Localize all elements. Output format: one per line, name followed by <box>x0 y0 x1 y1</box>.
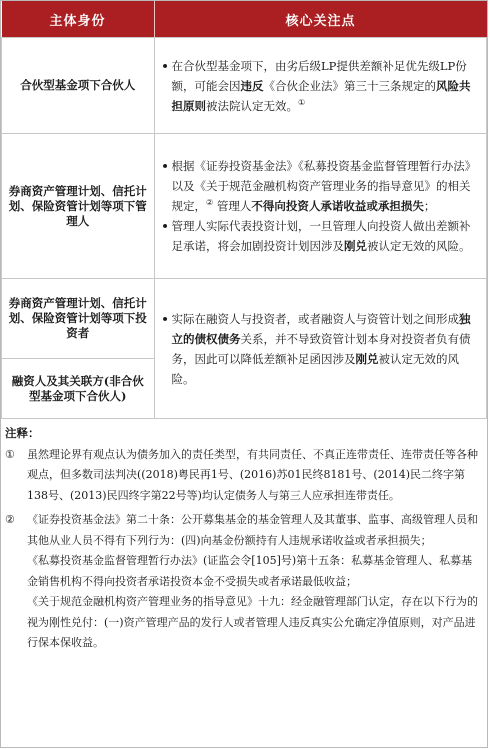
focus-cell <box>154 38 487 134</box>
text-run: 被认定无效的风险。 <box>367 239 471 253</box>
table-row <box>2 279 487 359</box>
note-text: 虽然理论界有观点认为债务加入的责任类型，有共同责任、不真正连带责任、连带责任等各种观点，但多数司法判决((2018)粤民再1号、(2016)苏01民终8181号、(2014)民二终字第138号、(2013)民四终字第22号等)均认定债务人与第三人应承担连带责任。 <box>27 447 478 502</box>
bold-text: 刚兑 <box>355 351 379 366</box>
table-header-row <box>2 1 487 38</box>
header-focus: 核心关注点 <box>154 1 487 38</box>
text-run: 管理人实际代表投资计划，一旦管理人向投资人做出差额补足承诺，将会加剧投资计划因涉及 <box>171 219 471 253</box>
bold-text: 风险共担原则 <box>171 78 471 113</box>
focus-bullet <box>159 156 481 216</box>
focus-bullet <box>159 216 481 256</box>
bold-text: 刚兑 <box>344 239 367 253</box>
comparison-table <box>1 1 487 419</box>
bold-text: 不得向投资人承诺收益或承担损失 <box>251 199 424 213</box>
focus-text <box>172 156 481 216</box>
bullet-icon: • <box>161 58 169 73</box>
text-run: 在合伙型基金项下，由劣后级LP提供差额补足优先级LP份额，可能会因 <box>171 58 467 93</box>
note-item <box>5 510 483 551</box>
text-run: 被法院认定无效。 <box>206 98 298 113</box>
focus-text <box>172 309 481 389</box>
focus-bullet <box>159 56 481 116</box>
text-run: 实际在融资人与投资者，或者融资人与资管计划之间形成 <box>171 311 459 326</box>
note-number: ② <box>5 513 15 526</box>
note-paragraph: 《关于规范金融机构资产管理业务的指导意见》十九：经金融管理部门认定，存在以下行为的视为刚性兑付：(一)资产管理产品的发行人或者管理人违反真实公允确定净值原则，对产品进行保本保收益。 <box>27 595 478 649</box>
focus-text <box>172 56 481 116</box>
subject-cell: 融资人及其关联方(非合伙型基金项下合伙人) <box>2 359 155 419</box>
table-row <box>2 134 487 279</box>
notes-section <box>1 419 487 654</box>
text-run: ； <box>423 199 436 213</box>
bullet-icon: • <box>161 311 169 326</box>
footnote-ref: ① <box>298 97 306 107</box>
table-row <box>2 38 487 134</box>
bullet-icon: • <box>161 159 169 173</box>
subject-cell: 券商资产管理计划、信托计划、保险资管计划等项下投资者 <box>2 279 155 359</box>
note-text: 《证券投资基金法》第二十条：公开募集基金的基金管理人及其董事、监事、高级管理人员和其他从业人员不得有下列行为：(四)向基金份额持有人违规承诺收益或者承担损失； <box>27 513 478 547</box>
focus-cell <box>154 279 487 419</box>
header-subject: 主体身份 <box>2 1 155 38</box>
text-run: 被认定无效的风险。 <box>171 351 459 386</box>
bold-text: 违反 <box>240 78 264 93</box>
bullet-icon: • <box>161 219 169 233</box>
text-run: 《合伙企业法》第三十三条规定的 <box>263 78 436 93</box>
notes-title: 注释： <box>5 426 40 440</box>
text-run: 管理人 <box>213 199 252 213</box>
subject-cell: 合伙型基金项下合伙人 <box>2 38 155 134</box>
note-item <box>5 445 483 507</box>
bold-text: 独立的债权债务 <box>171 311 471 346</box>
focus-text <box>172 216 481 256</box>
text-run: 关系，并不导致资管计划本身对投资者负有债务，因此可以降低差额补足函因涉及 <box>171 331 471 366</box>
focus-bullet <box>159 309 481 389</box>
focus-cell <box>154 134 487 279</box>
subject-cell: 券商资产管理计划、信托计划、保险资管计划等项下管理人 <box>2 134 155 279</box>
note-number: ① <box>5 447 15 461</box>
note-paragraph: 《私募投资基金监督管理暂行办法》(证监会令[105]号)第十五条：私募基金管理人、私募基金销售机构不得向投资者承诺投资本金不受损失或者承诺最低收益； <box>27 554 473 588</box>
footnote-ref: ② <box>206 198 214 208</box>
text-run: 根据《证券投资基金法》《私募投资基金监督管理暂行办法》以及《关于规范金融机构资产管理业务的指导意见》的相关规定， <box>171 159 477 213</box>
